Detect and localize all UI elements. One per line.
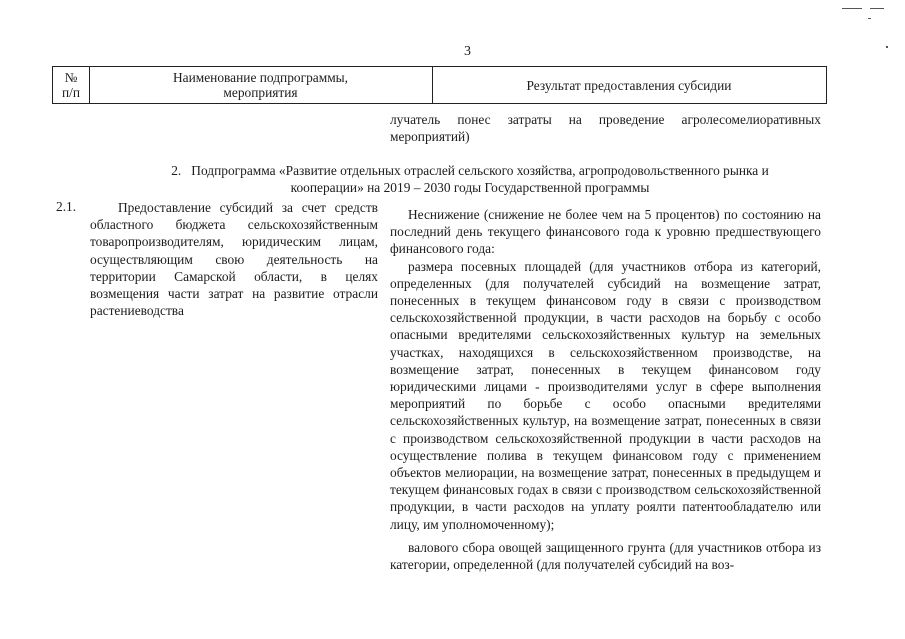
- header-name-line: мероприятия: [223, 85, 298, 100]
- section-heading-line: кооперации» на 2019 – 2030 годы Государственной программы: [290, 180, 650, 195]
- row-name-text: Предоставление субсидий за счет средств областного бюджета сельскохозяйственным товаропроизводителям, юридическим лицам, осуществляющим свою деятельность на территории Самарской области, в целях возмещения части затрат на развитие отрасли растениеводства: [90, 200, 378, 319]
- table-header: [52, 66, 827, 104]
- header-cell-result: [432, 67, 826, 103]
- scan-mark: [870, 8, 884, 9]
- header-cell-number: [53, 67, 90, 103]
- result-paragraph: валового сбора овощей защищенного грунта (для участников отбора из категории, определенной (для получателей субсидий на воз-: [390, 539, 821, 573]
- scan-mark: [886, 46, 888, 48]
- header-result-label: Результат предоставления субсидии: [526, 77, 732, 93]
- page-number: 3: [464, 44, 471, 59]
- row-result: [390, 206, 821, 573]
- result-paragraph: Неснижение (снижение не более чем на 5 процентов) по состоянию на последний день текущего финансового года к уровню предшествующего финансового года:: [390, 207, 821, 257]
- continuation-paragraph: лучатель понес затраты на проведение агролесомелиоративных мероприятий): [390, 112, 821, 145]
- section-heading: [110, 162, 830, 196]
- continuation-text: [390, 111, 821, 145]
- scan-mark: [842, 8, 862, 9]
- scan-mark: [868, 18, 871, 19]
- row-number: 2.1.: [56, 199, 77, 214]
- row-name: [90, 199, 378, 319]
- section-heading-line: 2. Подпрограмма «Развитие отдельных отраслей сельского хозяйства, агропродовольственного рынка и: [171, 163, 769, 178]
- header-number-line: №: [64, 70, 78, 85]
- result-paragraph: размера посевных площадей (для участников отбора из категорий, определенных (для получателей субсидий на возмещение затрат, понесенных в текущем финансовом году в связи с производством сельскохозяйственной продукции, в части расходов на борьбу с особо опасными вредителями сельскохозяйственных культур на земельных участках, находящихся в сельскохозяйственном производстве, на возмещение затрат, понесенных в текущем финансовом году юридическими лицами - производителями услуг в сфере выполнения мероприятий по борьбе с особо опасными вредителями сельскохозяйственных культур, на возмещение затрат, понесенных в связи с производством сельскохозяйственной продукции в части расходов на осуществление полива в текущем финансовом году с применением объектов мелиорации, на возмещение затрат, понесенных в предыдущем и текущем финансовых годах в связи с производством сельскохозяйственной продукции, в части расходов на уплату роялти патентообладателю или лицу, им уполномоченному);: [390, 258, 821, 532]
- header-cell-name: [89, 67, 433, 103]
- header-number-line: п/п: [61, 85, 81, 100]
- header-name-line: Наименование подпрограммы,: [172, 70, 349, 85]
